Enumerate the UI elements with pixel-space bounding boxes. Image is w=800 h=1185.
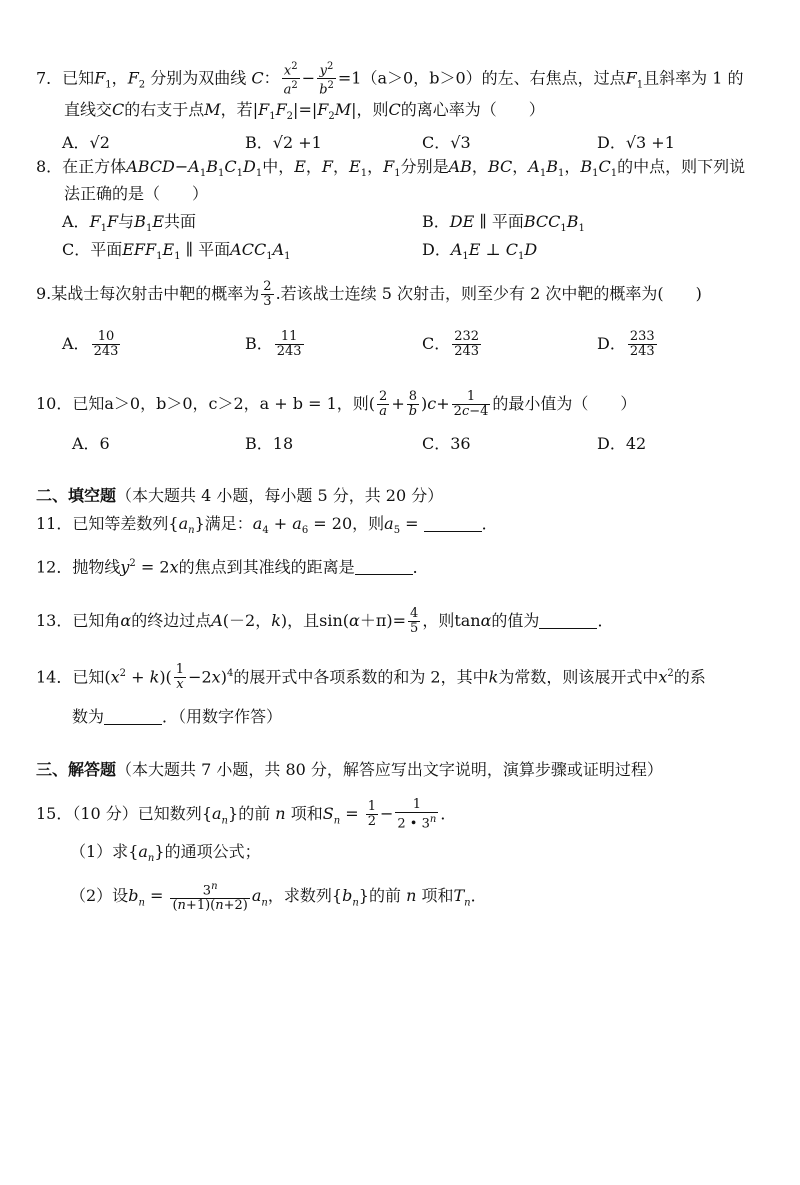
q7-option-c[interactable]: C．√3 [422,133,471,152]
q7-line2-a: 直线交 [64,100,113,119]
q8-lead: 8．在正方体 [36,157,127,176]
q10-tail: 的最小值为（ ） [492,394,637,413]
q12-answer-blank[interactable] [355,558,413,575]
q8-option-b[interactable]: B．DE ∥ 平面$BCC_1B_1$ [422,212,585,235]
q15-mid2: 项和 [290,804,323,824]
q7-end: 且斜率为 1 的 [643,68,744,88]
q11-mid: 满足： [204,514,253,533]
q13-line: 13．已知角α的终边过点A(－2，k)，且sin(α＋π)= $\frac{4}{5}$ ，则tanα的值为 ． [36,606,614,636]
q15-p2-end: 项和 [421,886,454,906]
q14-line2-lead: 数为 [72,707,105,726]
q15-p2-tail: 的前 [368,886,401,906]
q13-answer-blank[interactable] [539,612,597,629]
q8-opt-c-t: ∥ 平面 [185,240,231,259]
section3-heading [36,758,663,782]
q9-option-c[interactable] [422,330,483,359]
q14-mid: 的展开式中各项系数的和为 2，其中 [233,667,489,687]
q7-option-b[interactable]: B．√2 +1 [245,133,322,152]
q10-option-c[interactable]: C．36 [422,434,471,453]
q8-mid2: 分别是 [400,157,449,176]
q9-opt-d-label: D． [597,334,626,353]
q7-line2: 直线交C的右支于点M，若$|F_1F_2|=|F_2M|$，则C的离心率为（ ） [64,100,545,123]
q7-line2-b: 的右支于点 [124,100,205,119]
q14-answer-blank[interactable] [104,708,162,725]
q13-tail2: 的值为 [491,611,540,630]
q9-option-d[interactable] [597,330,659,359]
q8-opt-c-label: C．平面 [62,240,123,259]
q8-opt-a-t2: 共面 [164,212,197,231]
section2-title: 二、填空题 [36,486,117,505]
q8-opt-b-label: B． [422,212,450,231]
q9-opt-c-den: 243 [454,344,480,359]
q7-line2-e: 的离心率为（ ） [400,100,545,119]
q7-lead: 7．已知 [36,68,95,88]
q12-lead: 12．抛物线 [36,557,121,577]
q10-cond: a＞0，b＞0，c＞2，a + b = 1，则( [104,394,376,413]
q9-line1: 9.某战士每次射击中靶的概率为 $\frac{2}{3}$ .若该战士连续 5 次射击，则至少有 2 次中靶的概率为( ) [36,279,702,309]
q9-option-b[interactable] [245,330,306,359]
q11-line: 11．已知等差数列$\{a_n\}$满足：$a_4 + a_6 = 20$，则$a_5$ = ． [36,514,498,537]
q11-tail: ，则 [352,514,385,533]
q8-end: 的中点，则下列说 [617,157,746,176]
q8-option-a[interactable]: A．$F_1F$与$B_1E$共面 [62,212,197,235]
q11-answer-blank[interactable] [424,515,482,532]
q10-option-d[interactable]: D．42 [597,434,647,453]
q8-line2: 法正确的是（ ） [64,184,209,203]
q15-p1-lead: （1）求 [70,842,129,861]
q9-opt-a-num: 10 [92,330,121,345]
q9-option-a[interactable] [62,330,122,359]
q14-line2 [72,705,282,729]
q9-opt-c-num: 232 [454,329,480,344]
q7-option-d[interactable]: D．√3 +1 [597,133,675,152]
q7-line2-d: ，则 [356,100,389,119]
section3-desc: （本大题共 7 小题，共 80 分，解答应写出文字说明，演算步骤或证明过程） [116,760,663,779]
q10-line1: 10．已知a＞0，b＞0，c＞2，a + b = 1，则( $\frac{2}{a}$ + $\frac{8}{b}$ )c+ $\frac{1}{2c-4}$ 的最小值为（ ） [36,389,637,419]
q10-option-b[interactable]: B．18 [245,434,294,453]
q13-mid: 的终边过点 [131,611,212,630]
section2-heading [36,484,443,508]
q14-mid2: 为常数，则该展开式中 [498,667,659,687]
q7-line2-c: ，若 [220,100,253,119]
q10-lead: 10．已知 [36,394,105,413]
q8-option-c[interactable]: C．平面$EFF_1E_1$ ∥ 平面$ACC_1A_1$ [62,240,291,263]
q11-lead: 11．已知等差数列 [36,514,169,533]
q13-lead: 13．已知角 [36,611,121,630]
q7-cond: =1（a＞0，b＞0）的左、右焦点，过点 [337,68,626,88]
q8-opt-b-t: ∥ 平面 [479,212,524,231]
section2-desc: （本大题共 4 小题，每小题 5 分，共 20 分） [116,486,444,505]
q15-part1: （1）求$\{a_n\}$的通项公式； [70,842,261,865]
q9-opt-c-label: C． [422,334,451,353]
q15-line1: 15．（10 分）已知数列$\{a_n\}$的前 n 项和$S_n$ = $\frac{1}{2}$ − $\frac{1}{2 • 3^n}$ ． [36,797,457,832]
q12-line: 12．抛物线$y^2 = 2x$的焦点到其准线的距离是 ． [36,557,429,577]
q7-mid: 分别为双曲线 [150,68,247,88]
q8-opt-a-t: 与 [118,212,135,231]
q14-line2-end: ．（用数字作答） [162,707,283,726]
q15-p2-mid: ，求数列 [267,886,332,906]
q9-opt-b-label: B． [245,334,273,353]
q9-mid: .若该战士连续 5 次射击，则至少有 2 次中靶的概率为( ) [275,284,702,303]
q8-mid: 中， [262,157,295,176]
q15-mid: 的前 [238,804,271,824]
q15-p1-tail: 的通项公式； [164,842,261,861]
q15-lead: 15．（10 分）已知数列 [36,804,202,824]
q14-lead: 14．已知 [36,667,105,687]
q8-line1: 8．在正方体$ABCD-A_1B_1C_1D_1$中，E，F，$E_1$，$F_1$分别是AB，BC，$A_1B_1$，$B_1C_1$的中点，则下列说 [36,157,746,180]
q15-p2-lead: （2）设 [70,886,129,906]
q9-opt-a-den: 243 [93,344,119,359]
q9-lead: 9.某战士每次射击中靶的概率为 [36,284,260,303]
q9-opt-b-num: 11 [275,330,304,345]
q9-opt-b-den: 243 [276,344,302,359]
q7-line1: 7．已知$F_1$，$F_2$ 分别为双曲线 C： $\frac{x^2}{a^2}$ − $\frac{y^2}{b^2}$ =1（a＞0，b＞0）的左、右焦点，过点$F_1$且斜率为 1 的 [36,61,744,98]
q10-option-a[interactable]: A．6 [72,434,110,453]
section3-title: 三、解答题 [36,760,117,779]
q14-line1: 14．已知$(x^2 + k)$( $\frac{1}{x}$ −2x)$^4$的展开式中各项系数的和为 2，其中k为常数，则该展开式中$x^2$的系 [36,662,706,693]
q15-part2: （2）设$b_n$ = $\frac{3^n}{(n+1)(n+2)}$ $a_n$，求数列$\{b_n\}$的前 n 项和$T_n$． [70,881,487,914]
q14-tail: 的系 [673,667,706,687]
q8-opt-d-label: D． [422,240,451,259]
q12-tail: 的焦点到其准线的距离是 [178,557,355,577]
q8-opt-a-label: A． [62,212,90,231]
q9-opt-d-num: 233 [629,329,655,344]
q9-opt-d-den: 243 [629,344,655,359]
q13-mid2: ，且 [287,611,320,630]
q8-option-d[interactable]: D．$A_1E$ ⊥ $C_1D$ [422,240,538,263]
q13-tail: ，则 [422,611,455,630]
q9-opt-a-label: A． [62,334,90,353]
q7-option-a[interactable]: A．√2 [62,133,110,152]
